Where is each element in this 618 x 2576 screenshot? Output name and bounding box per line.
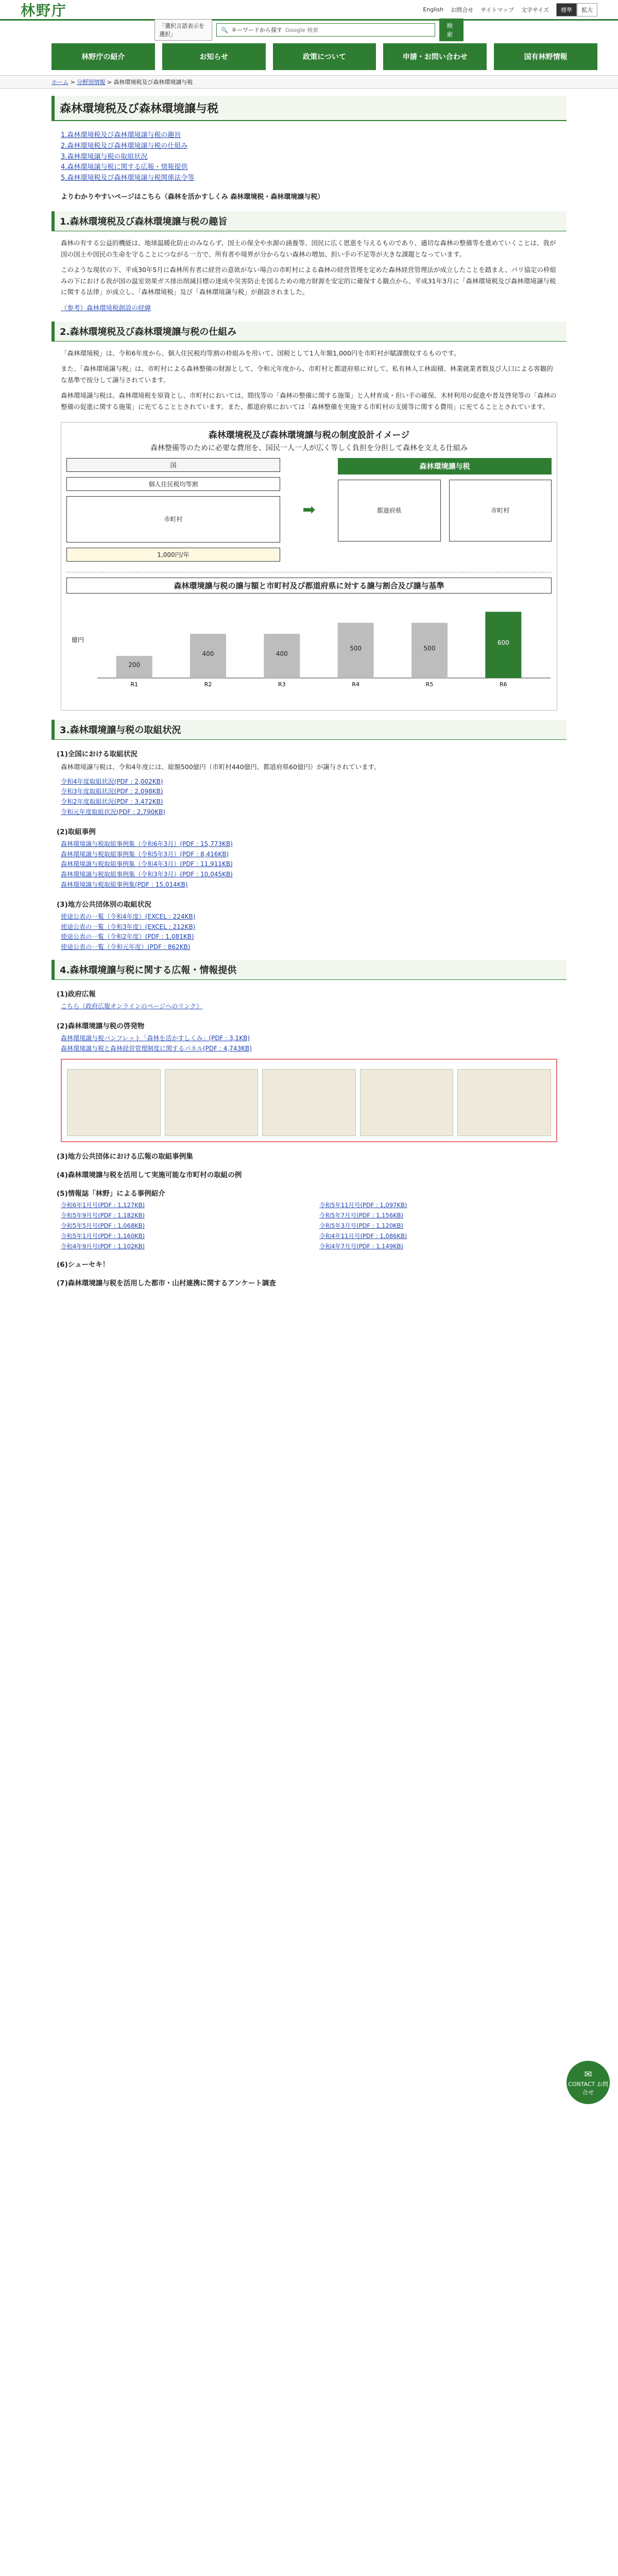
- section-4-sub2: (2)森林環境譲与税の啓発物: [57, 1022, 145, 1030]
- section-3-sub1: (1)全国における取組状況: [57, 750, 138, 758]
- search-button[interactable]: 検索: [439, 19, 464, 41]
- excel-link[interactable]: 使途公表の一覧（令和2年度）(PDF : 1,081KB): [61, 933, 194, 941]
- chart-title: 森林環境譲与税の譲与額と市町村及び都道府県に対する譲与割合及び譲与基準: [66, 578, 552, 594]
- panel-image: [262, 1069, 356, 1136]
- diagram-kouhu: 森林環境譲与税: [338, 458, 552, 474]
- section-2-body: 「森林環境税」は、令和6年度から、個人住民税均等割の枠組みを用いて、国税として1人年額1,000円を市町村が賦課徴収するものです。: [61, 349, 460, 358]
- contact-float-label: CONTACT お問合せ: [568, 2080, 608, 2096]
- magazine-link[interactable]: 令和5年1月号(PDF : 1,160KB): [61, 1232, 145, 1240]
- magazine-link[interactable]: 令和5年3月号(PDF : 1,120KB): [319, 1222, 404, 1230]
- section-1-body2: このような現状の下、平成30年5月に森林所有者に経営の意欲がない場合の市町村による森林の経営管理を定めた森林経営管理法が成立したことを踏まえ、パリ協定の枠組みの下における我が国の温室効果ガス排出削減目標の達成や災害防止を図るための地方財源を安定的に確保する観点から、平成31年3月に「森林環境税及び森林環境譲与税に関する法律」が成立し、「森林環境税」及び「森林環境譲与税」が創設されました。: [61, 265, 557, 296]
- diagram-kuni: 国: [66, 458, 280, 472]
- diagram-amount: 1,000円/年: [66, 548, 280, 562]
- search-icon: 🔍: [221, 26, 229, 33]
- case-link[interactable]: 森林環境譲与税取組事例集（令和3年3月）(PDF : 10,045KB): [61, 871, 233, 878]
- section-3-body1: 森林環境譲与税は、令和4年度には、総額500億円（市町村440億円、都道府県60億円）が譲与されています。: [61, 762, 381, 771]
- report-link[interactable]: 令和2年度取組状況(PDF : 3,472KB): [61, 798, 163, 806]
- section-4-sub6: (6)シューセキ！: [57, 1261, 110, 1269]
- excel-link[interactable]: 使途公表の一覧（令和3年度）(EXCEL : 212KB): [61, 923, 196, 930]
- diagram-subtitle: 森林整備等のために必要な費用を、国民一人一人が広く等しく負担を分担して森林を支える仕組み: [150, 444, 468, 452]
- x-tick-label: R1: [130, 681, 138, 688]
- section-2-body2: また、「森林環境譲与税」は、市町村による森林整備の財源として、令和元年度から、市町村と都道府県に対して、私有林人工林面積、林業就業者数及び人口による客観的な基準で按分して譲与されています。: [61, 365, 553, 384]
- case-link[interactable]: 森林環境譲与税取組事例集（令和5年3月）(PDF : 8,416KB): [61, 850, 229, 858]
- panel-image: [360, 1069, 454, 1136]
- top-bar: [0, 0, 618, 21]
- magazine-link[interactable]: 令和5年7月号(PDF : 1,156KB): [319, 1212, 404, 1219]
- section-4-title: 4.森林環境譲与税に関する広報・情報提供: [52, 960, 566, 980]
- mail-icon: ✉: [584, 2069, 592, 2080]
- section-4-sub5: (5)情報誌「林野」による事例紹介: [57, 1190, 165, 1198]
- gnav-about[interactable]: 林野庁の紹介: [52, 43, 155, 70]
- section-1-title: 1.森林環境税及び森林環境譲与税の趣旨: [52, 211, 566, 231]
- diagram-shichoson: 市町村: [66, 496, 280, 543]
- magazine-link[interactable]: 令和4年11月号(PDF : 1,086KB): [319, 1232, 407, 1240]
- search-label: キーワードから探す: [231, 27, 283, 33]
- toc-link[interactable]: 3.森林環境譲与税の取組状況: [61, 152, 148, 161]
- main-content: [0, 96, 618, 1287]
- excel-link[interactable]: 使途公表の一覧（令和4年度）(EXCEL : 224KB): [61, 912, 196, 920]
- gnav-national-forest[interactable]: 国有林野情報: [494, 43, 597, 70]
- panel-link[interactable]: 森林環境譲与税と森林経営管理制度に関するパネル(PDF : 4,743KB): [61, 1044, 252, 1052]
- bar-value-label: 200: [128, 661, 141, 669]
- section-4-sub1: (1)政府広報: [57, 990, 96, 998]
- arrow-icon: ➡: [302, 500, 316, 519]
- site-logo[interactable]: 林野庁: [21, 2, 67, 19]
- nav-sitemap[interactable]: サイトマップ: [480, 6, 514, 13]
- case-link[interactable]: 森林環境譲与税取組事例集（令和6年3月）(PDF : 15,773KB): [61, 840, 233, 848]
- x-tick-label: R6: [500, 681, 507, 688]
- lang-checkbox[interactable]: 「選択言語表示を選択」: [154, 19, 212, 41]
- x-tick-label: R5: [425, 681, 434, 688]
- toc-link[interactable]: 1.森林環境税及び森林環境譲与税の趣旨: [61, 131, 181, 139]
- diagram-title: 森林環境税及び森林環境譲与税の制度設計イメージ: [208, 430, 410, 440]
- search-box[interactable]: [216, 23, 435, 37]
- diagram-shichoson-2: 市町村: [449, 480, 552, 541]
- gov-pr-link[interactable]: こちら（政府広報オンラインのページへのリンク）: [61, 1002, 203, 1010]
- magazine-link[interactable]: 令和5年5月号(PDF : 1,068KB): [61, 1222, 145, 1230]
- global-nav: [0, 39, 618, 75]
- magazine-link[interactable]: 令和5年11月号(PDF : 1,097KB): [319, 1201, 407, 1209]
- bar-value-label: 600: [497, 639, 509, 647]
- x-tick-label: R2: [204, 681, 212, 688]
- section-4-sub7: (7)森林環境譲与税を活用した都市・山村連携に関するアンケート調査: [57, 1279, 276, 1288]
- cases-list: [61, 839, 557, 890]
- x-tick-label: R3: [278, 681, 286, 688]
- report-link[interactable]: 令和元年度取組状況(PDF : 2,790KB): [61, 808, 165, 816]
- bar-value-label: 500: [350, 645, 362, 652]
- toc: [52, 130, 566, 184]
- y-axis-label: 億円: [72, 636, 84, 643]
- history-link[interactable]: （参考）森林環境税創設の経緯: [61, 304, 151, 312]
- search-input[interactable]: [285, 27, 431, 33]
- section-3-title: 3.森林環境譲与税の取組状況: [52, 720, 566, 740]
- panel-gallery: [61, 1059, 557, 1142]
- breadcrumb-category[interactable]: 分野別情報: [77, 79, 106, 86]
- excel-list: [61, 912, 557, 953]
- excel-link[interactable]: 使途公表の一覧（令和元年度）(PDF : 862KB): [61, 943, 191, 951]
- section-4-sub3: (3)地方公共団体における広報の取組事例集: [57, 1153, 193, 1161]
- section-2-body3: 森林環境譲与税は、森林環境税を原資とし、市町村においては、間伐等の「森林の整備に関する施策」と人材育成・担い手の確保、木材利用の促進や普及啓発等の「森林の整備の促進に関する施策」に充てることとされています。また、都道府県においては「森林整備を実施する市町村の支援等に関する費用」に充てることとされています。: [61, 391, 557, 411]
- toc-link[interactable]: 5.森林環境税及び森林環境譲与税関係法令等: [61, 174, 195, 182]
- font-size-label: 文字サイズ: [521, 6, 549, 13]
- report-link[interactable]: 令和3年度取組状況(PDF : 2,098KB): [61, 788, 163, 795]
- distribution-bar-chart: [66, 596, 561, 693]
- breadcrumb-current: 森林環境税及び森林環境譲与税: [113, 79, 193, 86]
- panel-image: [457, 1069, 551, 1136]
- faq-link[interactable]: よりわかりやすいページはこちら（森林を活かすしくみ 森林環境税・森林環境譲与税）: [61, 193, 324, 201]
- nav-english[interactable]: English: [423, 6, 444, 13]
- panel-image: [165, 1069, 259, 1136]
- magazine-link[interactable]: 令和4年9月号(PDF : 1,102KB): [61, 1243, 145, 1250]
- contact-float-button[interactable]: [566, 2061, 610, 2104]
- section-3-sub2: (2)取組事例: [57, 827, 96, 836]
- section-2-title: 2.森林環境税及び森林環境譲与税の仕組み: [52, 321, 566, 342]
- pamphlet-link[interactable]: 森林環境譲与税パンフレット「森林を活かすしくみ」(PDF : 3,1KB): [61, 1034, 250, 1042]
- bar-value-label: 500: [423, 645, 436, 652]
- section-1-body: 森林の有する公益的機能は、地球温暖化防止のみならず、国土の保全や水源の涵養等、国民に広く恩恵を与えるものであり、適切な森林の整備等を進めていくことは、我が国の国土や国民の生命を守ることにつながる一方で、所有者や境界が分からない森林の増加、担い手の不足等が大きな課題となっています。: [61, 239, 556, 258]
- magazine-link[interactable]: 令和4年7月号(PDF : 1,149KB): [319, 1243, 404, 1250]
- section-3-sub3: (3)地方公共団体別の取組状況: [57, 900, 151, 909]
- panel-image: [67, 1069, 161, 1136]
- page-title: 森林環境税及び森林環境譲与税: [52, 96, 566, 121]
- font-size-standard[interactable]: 標準: [556, 3, 577, 16]
- magazine-link[interactable]: 令和6年1月号(PDF : 1,127KB): [61, 1201, 145, 1209]
- toc-link[interactable]: 4.森林環境譲与税に関する広報・情報提供: [61, 163, 188, 172]
- gnav-news[interactable]: お知らせ: [162, 43, 266, 70]
- toc-link[interactable]: 2.森林環境税及び森林環境譲与税の仕組み: [61, 142, 188, 150]
- gnav-application[interactable]: 申請・お問い合わせ: [383, 43, 487, 70]
- breadcrumb: ホーム > 分野別情報 > 森林環境税及び森林環境譲与税: [0, 75, 618, 89]
- nav-contact[interactable]: お問合せ: [451, 6, 474, 13]
- gnav-policy[interactable]: 政策について: [273, 43, 376, 70]
- report-link[interactable]: 令和4年度取組状況(PDF : 2,002KB): [61, 777, 163, 785]
- bar-value-label: 400: [276, 650, 288, 657]
- diagram-todofuken: 都道府県: [338, 480, 441, 541]
- magazine-link[interactable]: 令和5年9月号(PDF : 1,182KB): [61, 1212, 145, 1219]
- font-size-large[interactable]: 拡大: [577, 3, 597, 16]
- breadcrumb-home[interactable]: ホーム: [52, 79, 68, 86]
- diagram-kojin: 個人住民税均等割: [66, 477, 280, 491]
- case-link[interactable]: 森林環境譲与税取組事例集(PDF : 15,014KB): [61, 880, 188, 888]
- reports-list: [61, 777, 557, 818]
- magazine-list: [61, 1201, 557, 1250]
- bar-value-label: 400: [202, 650, 214, 657]
- case-link[interactable]: 森林環境譲与税取組事例集（令和4年3月）(PDF : 11,911KB): [61, 860, 233, 868]
- section-4-sub4: (4)森林環境譲与税を活用して実施可能な市町村の取組の例: [57, 1171, 242, 1180]
- x-tick-label: R4: [352, 681, 359, 688]
- tax-structure-diagram: [61, 422, 557, 710]
